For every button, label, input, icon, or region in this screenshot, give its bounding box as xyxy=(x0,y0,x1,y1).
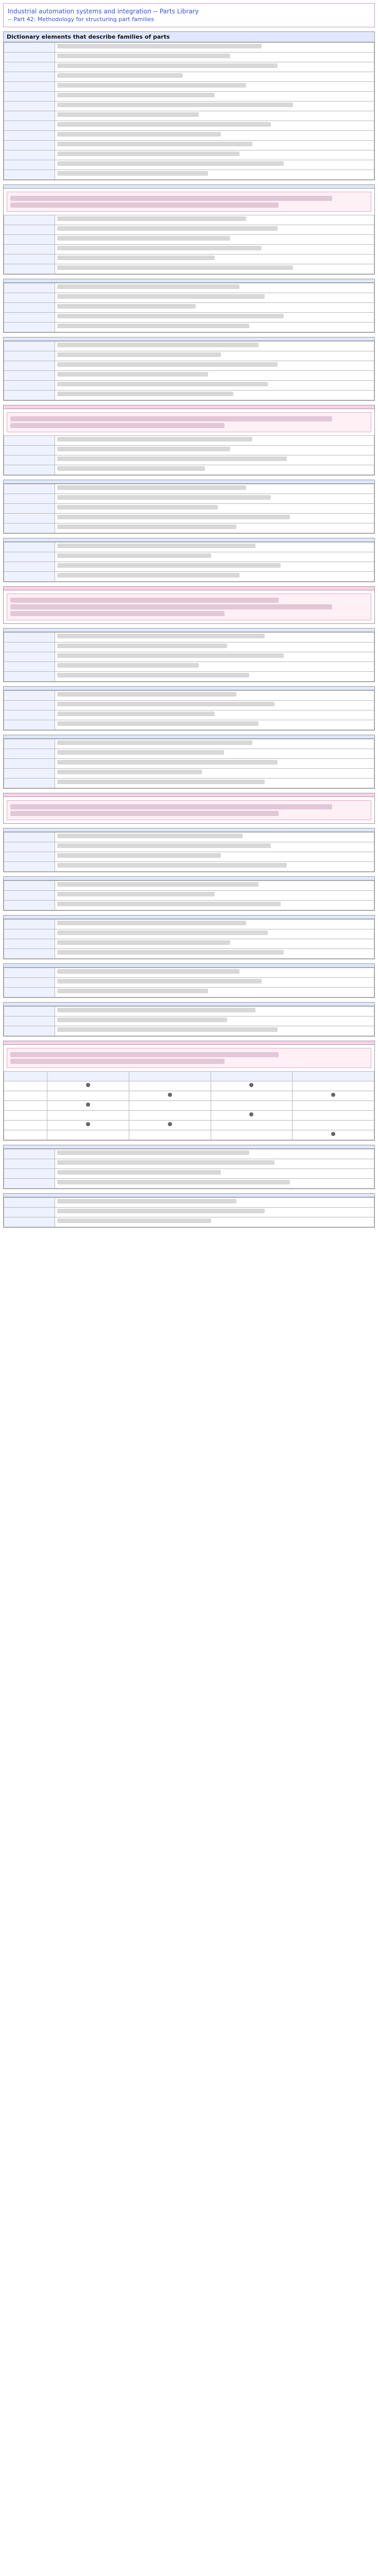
marker-icon xyxy=(249,1083,253,1087)
matrix-header xyxy=(211,1072,293,1081)
section xyxy=(3,538,375,582)
section-title xyxy=(4,877,374,880)
section xyxy=(3,480,375,534)
row-label xyxy=(4,1149,55,1159)
section-title xyxy=(4,337,374,341)
row-value xyxy=(55,323,374,332)
row-label xyxy=(4,1217,55,1227)
row-label xyxy=(4,968,55,978)
attribute-table xyxy=(4,42,374,180)
row-label xyxy=(4,235,55,245)
row-value xyxy=(55,351,374,361)
section-title xyxy=(4,735,374,739)
row-value xyxy=(55,391,374,400)
section-title xyxy=(4,279,374,283)
row-value xyxy=(55,1149,374,1159)
attribute-table xyxy=(4,880,374,910)
marker-icon xyxy=(168,1093,172,1097)
row-label xyxy=(4,150,55,160)
row-label xyxy=(4,82,55,92)
row-value xyxy=(55,43,374,53)
row-value xyxy=(55,361,374,371)
row-value xyxy=(55,53,374,62)
row-value xyxy=(55,572,374,582)
row-label xyxy=(4,759,55,769)
section xyxy=(3,1193,375,1228)
row-label xyxy=(4,652,55,662)
row-label xyxy=(4,245,55,255)
row-value xyxy=(55,1208,374,1217)
row-label xyxy=(4,1208,55,1217)
section-title xyxy=(4,1194,374,1197)
row-value xyxy=(55,225,374,235)
row-value xyxy=(55,929,374,939)
row-label xyxy=(4,215,55,225)
row-label xyxy=(4,361,55,371)
row-value xyxy=(55,543,374,552)
section-title xyxy=(4,538,374,542)
marker-icon xyxy=(331,1093,335,1097)
page xyxy=(0,0,378,1241)
marker-icon xyxy=(86,1122,90,1126)
row-label xyxy=(4,283,55,293)
row-value xyxy=(55,264,374,274)
row-label xyxy=(4,323,55,332)
row-value xyxy=(55,552,374,562)
matrix-header xyxy=(47,1072,129,1081)
row-label xyxy=(4,504,55,514)
row-label xyxy=(4,131,55,141)
row-label xyxy=(4,342,55,351)
row-value xyxy=(55,371,374,381)
row-value xyxy=(55,484,374,494)
section xyxy=(3,915,375,959)
matrix-header xyxy=(293,1072,374,1081)
section-title xyxy=(4,1145,374,1149)
row-label xyxy=(4,633,55,642)
row-label xyxy=(4,72,55,82)
row-label xyxy=(4,978,55,988)
section-title xyxy=(4,916,374,919)
row-value xyxy=(55,672,374,682)
row-value xyxy=(55,842,374,852)
row-label xyxy=(4,572,55,582)
row-label xyxy=(4,1016,55,1026)
row-label xyxy=(4,920,55,929)
row-value xyxy=(55,141,374,150)
attribute-table xyxy=(4,1006,374,1036)
attribute-table xyxy=(4,832,374,872)
marker-icon xyxy=(86,1083,90,1087)
row-value xyxy=(55,381,374,391)
row-value xyxy=(55,82,374,92)
row-label xyxy=(4,929,55,939)
row-label xyxy=(4,691,55,701)
section xyxy=(3,337,375,401)
row-value xyxy=(55,455,374,465)
row-value xyxy=(55,92,374,101)
row-value xyxy=(55,891,374,901)
row-label xyxy=(4,1159,55,1169)
row-label xyxy=(4,662,55,672)
row-label xyxy=(4,543,55,552)
attribute-table xyxy=(4,968,374,997)
note-box xyxy=(7,1048,371,1068)
section-title: Dictionary elements that describe families of parts xyxy=(4,32,374,42)
row-value xyxy=(55,633,374,642)
row-value xyxy=(55,255,374,264)
row-label xyxy=(4,672,55,682)
note-box xyxy=(7,192,371,212)
row-value xyxy=(55,446,374,455)
row-label xyxy=(4,988,55,997)
row-label xyxy=(4,436,55,446)
row-label xyxy=(4,465,55,475)
row-label xyxy=(4,160,55,170)
row-label xyxy=(4,351,55,361)
attribute-table xyxy=(4,690,374,730)
row-value xyxy=(55,303,374,313)
row-label xyxy=(4,739,55,749)
attribute-table xyxy=(4,1149,374,1189)
row-label xyxy=(4,303,55,313)
row-value xyxy=(55,215,374,225)
marker-icon xyxy=(168,1122,172,1126)
section xyxy=(3,405,375,476)
section xyxy=(3,1002,375,1037)
section-title xyxy=(4,828,374,832)
row-value xyxy=(55,313,374,323)
row-value xyxy=(55,978,374,988)
row-value xyxy=(55,436,374,446)
row-value xyxy=(55,662,374,672)
row-label xyxy=(4,101,55,111)
row-value xyxy=(55,1026,374,1036)
attribute-table xyxy=(4,739,374,788)
section xyxy=(3,279,375,333)
row-label xyxy=(4,371,55,381)
row-label xyxy=(4,778,55,788)
section xyxy=(3,876,375,911)
row-label xyxy=(4,1169,55,1179)
row-value xyxy=(55,778,374,788)
row-label xyxy=(4,446,55,455)
row-label xyxy=(4,852,55,862)
attribute-table xyxy=(4,542,374,582)
section-title xyxy=(4,185,374,189)
row-value xyxy=(55,642,374,652)
section-title xyxy=(4,687,374,690)
row-label xyxy=(4,391,55,400)
marker-icon xyxy=(86,1103,90,1107)
row-value xyxy=(55,504,374,514)
row-label xyxy=(4,121,55,131)
row-label xyxy=(4,891,55,901)
row-value xyxy=(55,283,374,293)
row-label xyxy=(4,1026,55,1036)
row-label xyxy=(4,1198,55,1208)
row-label xyxy=(4,381,55,391)
row-value xyxy=(55,920,374,929)
attribute-table xyxy=(4,919,374,959)
matrix-header xyxy=(4,1072,47,1081)
row-label xyxy=(4,562,55,572)
row-value xyxy=(55,652,374,662)
row-value xyxy=(55,1198,374,1208)
row-value xyxy=(55,691,374,701)
section xyxy=(3,31,375,180)
row-label xyxy=(4,43,55,53)
section xyxy=(3,586,375,624)
section xyxy=(3,1041,375,1141)
row-label xyxy=(4,92,55,101)
row-value xyxy=(55,150,374,160)
row-label xyxy=(4,552,55,562)
row-value xyxy=(55,1159,374,1169)
row-value xyxy=(55,160,374,170)
matrix-table xyxy=(4,1071,374,1140)
row-value xyxy=(55,1179,374,1189)
row-label xyxy=(4,62,55,72)
attribute-table xyxy=(4,1197,374,1227)
row-value xyxy=(55,833,374,842)
row-value xyxy=(55,342,374,351)
marker-icon xyxy=(331,1132,335,1136)
attribute-table xyxy=(4,341,374,400)
row-value xyxy=(55,245,374,255)
row-value xyxy=(55,769,374,778)
section-title xyxy=(4,405,374,409)
matrix-header xyxy=(129,1072,211,1081)
row-label xyxy=(4,642,55,652)
attribute-table xyxy=(4,435,374,475)
row-label xyxy=(4,111,55,121)
row-value xyxy=(55,1169,374,1179)
row-value xyxy=(55,235,374,245)
row-value xyxy=(55,101,374,111)
section-title xyxy=(4,964,374,968)
row-label xyxy=(4,455,55,465)
row-value xyxy=(55,121,374,131)
row-label xyxy=(4,264,55,274)
note-box xyxy=(7,594,371,620)
row-value xyxy=(55,293,374,303)
row-label xyxy=(4,769,55,778)
row-value xyxy=(55,901,374,910)
row-value xyxy=(55,170,374,180)
row-value xyxy=(55,562,374,572)
row-label xyxy=(4,514,55,523)
row-label xyxy=(4,710,55,720)
note-box xyxy=(7,800,371,820)
row-value xyxy=(55,862,374,872)
row-value xyxy=(55,494,374,504)
attribute-table xyxy=(4,215,374,274)
row-value xyxy=(55,749,374,759)
row-label xyxy=(4,720,55,730)
row-label xyxy=(4,939,55,949)
section xyxy=(3,793,375,824)
section xyxy=(3,828,375,872)
row-value xyxy=(55,949,374,959)
row-value xyxy=(55,881,374,891)
row-value xyxy=(55,523,374,533)
row-label xyxy=(4,701,55,710)
note-box xyxy=(7,412,371,432)
section xyxy=(3,1145,375,1189)
row-label xyxy=(4,862,55,872)
section-title xyxy=(4,1041,374,1045)
document-subtitle: Industrial automation systems and integration -- Parts Library xyxy=(8,8,199,15)
row-label xyxy=(4,494,55,504)
section-title xyxy=(4,629,374,632)
row-value xyxy=(55,465,374,475)
section xyxy=(3,628,375,682)
row-value xyxy=(55,1007,374,1016)
row-value xyxy=(55,72,374,82)
attribute-table xyxy=(4,283,374,332)
row-value xyxy=(55,1217,374,1227)
row-label xyxy=(4,881,55,891)
row-label xyxy=(4,833,55,842)
row-value xyxy=(55,1016,374,1026)
row-label xyxy=(4,293,55,303)
row-label xyxy=(4,1179,55,1189)
attribute-table xyxy=(4,632,374,682)
section xyxy=(3,963,375,998)
row-value xyxy=(55,739,374,749)
row-value xyxy=(55,62,374,72)
section xyxy=(3,184,375,275)
row-value xyxy=(55,968,374,978)
row-label xyxy=(4,225,55,235)
row-value xyxy=(55,759,374,769)
section-title xyxy=(4,480,374,484)
row-label xyxy=(4,313,55,323)
row-value xyxy=(55,939,374,949)
section xyxy=(3,686,375,731)
row-value xyxy=(55,710,374,720)
row-value xyxy=(55,514,374,523)
row-value xyxy=(55,131,374,141)
row-value xyxy=(55,701,374,710)
row-label xyxy=(4,53,55,62)
row-label xyxy=(4,141,55,150)
row-value xyxy=(55,988,374,997)
row-label xyxy=(4,842,55,852)
row-value xyxy=(55,720,374,730)
row-label xyxy=(4,749,55,759)
row-label xyxy=(4,949,55,959)
document-subtitle-part: -- Part 42: Methodology for structuring part families xyxy=(8,16,154,23)
row-value xyxy=(55,111,374,121)
row-value xyxy=(55,852,374,862)
section-title xyxy=(4,587,374,590)
section-title xyxy=(4,1003,374,1006)
row-label xyxy=(4,1007,55,1016)
section-title xyxy=(4,793,374,797)
marker-icon xyxy=(249,1112,253,1116)
row-label xyxy=(4,255,55,264)
attribute-table xyxy=(4,484,374,533)
row-label xyxy=(4,523,55,533)
section xyxy=(3,735,375,789)
document-header xyxy=(3,3,375,27)
row-label xyxy=(4,170,55,180)
row-label xyxy=(4,484,55,494)
row-label xyxy=(4,901,55,910)
